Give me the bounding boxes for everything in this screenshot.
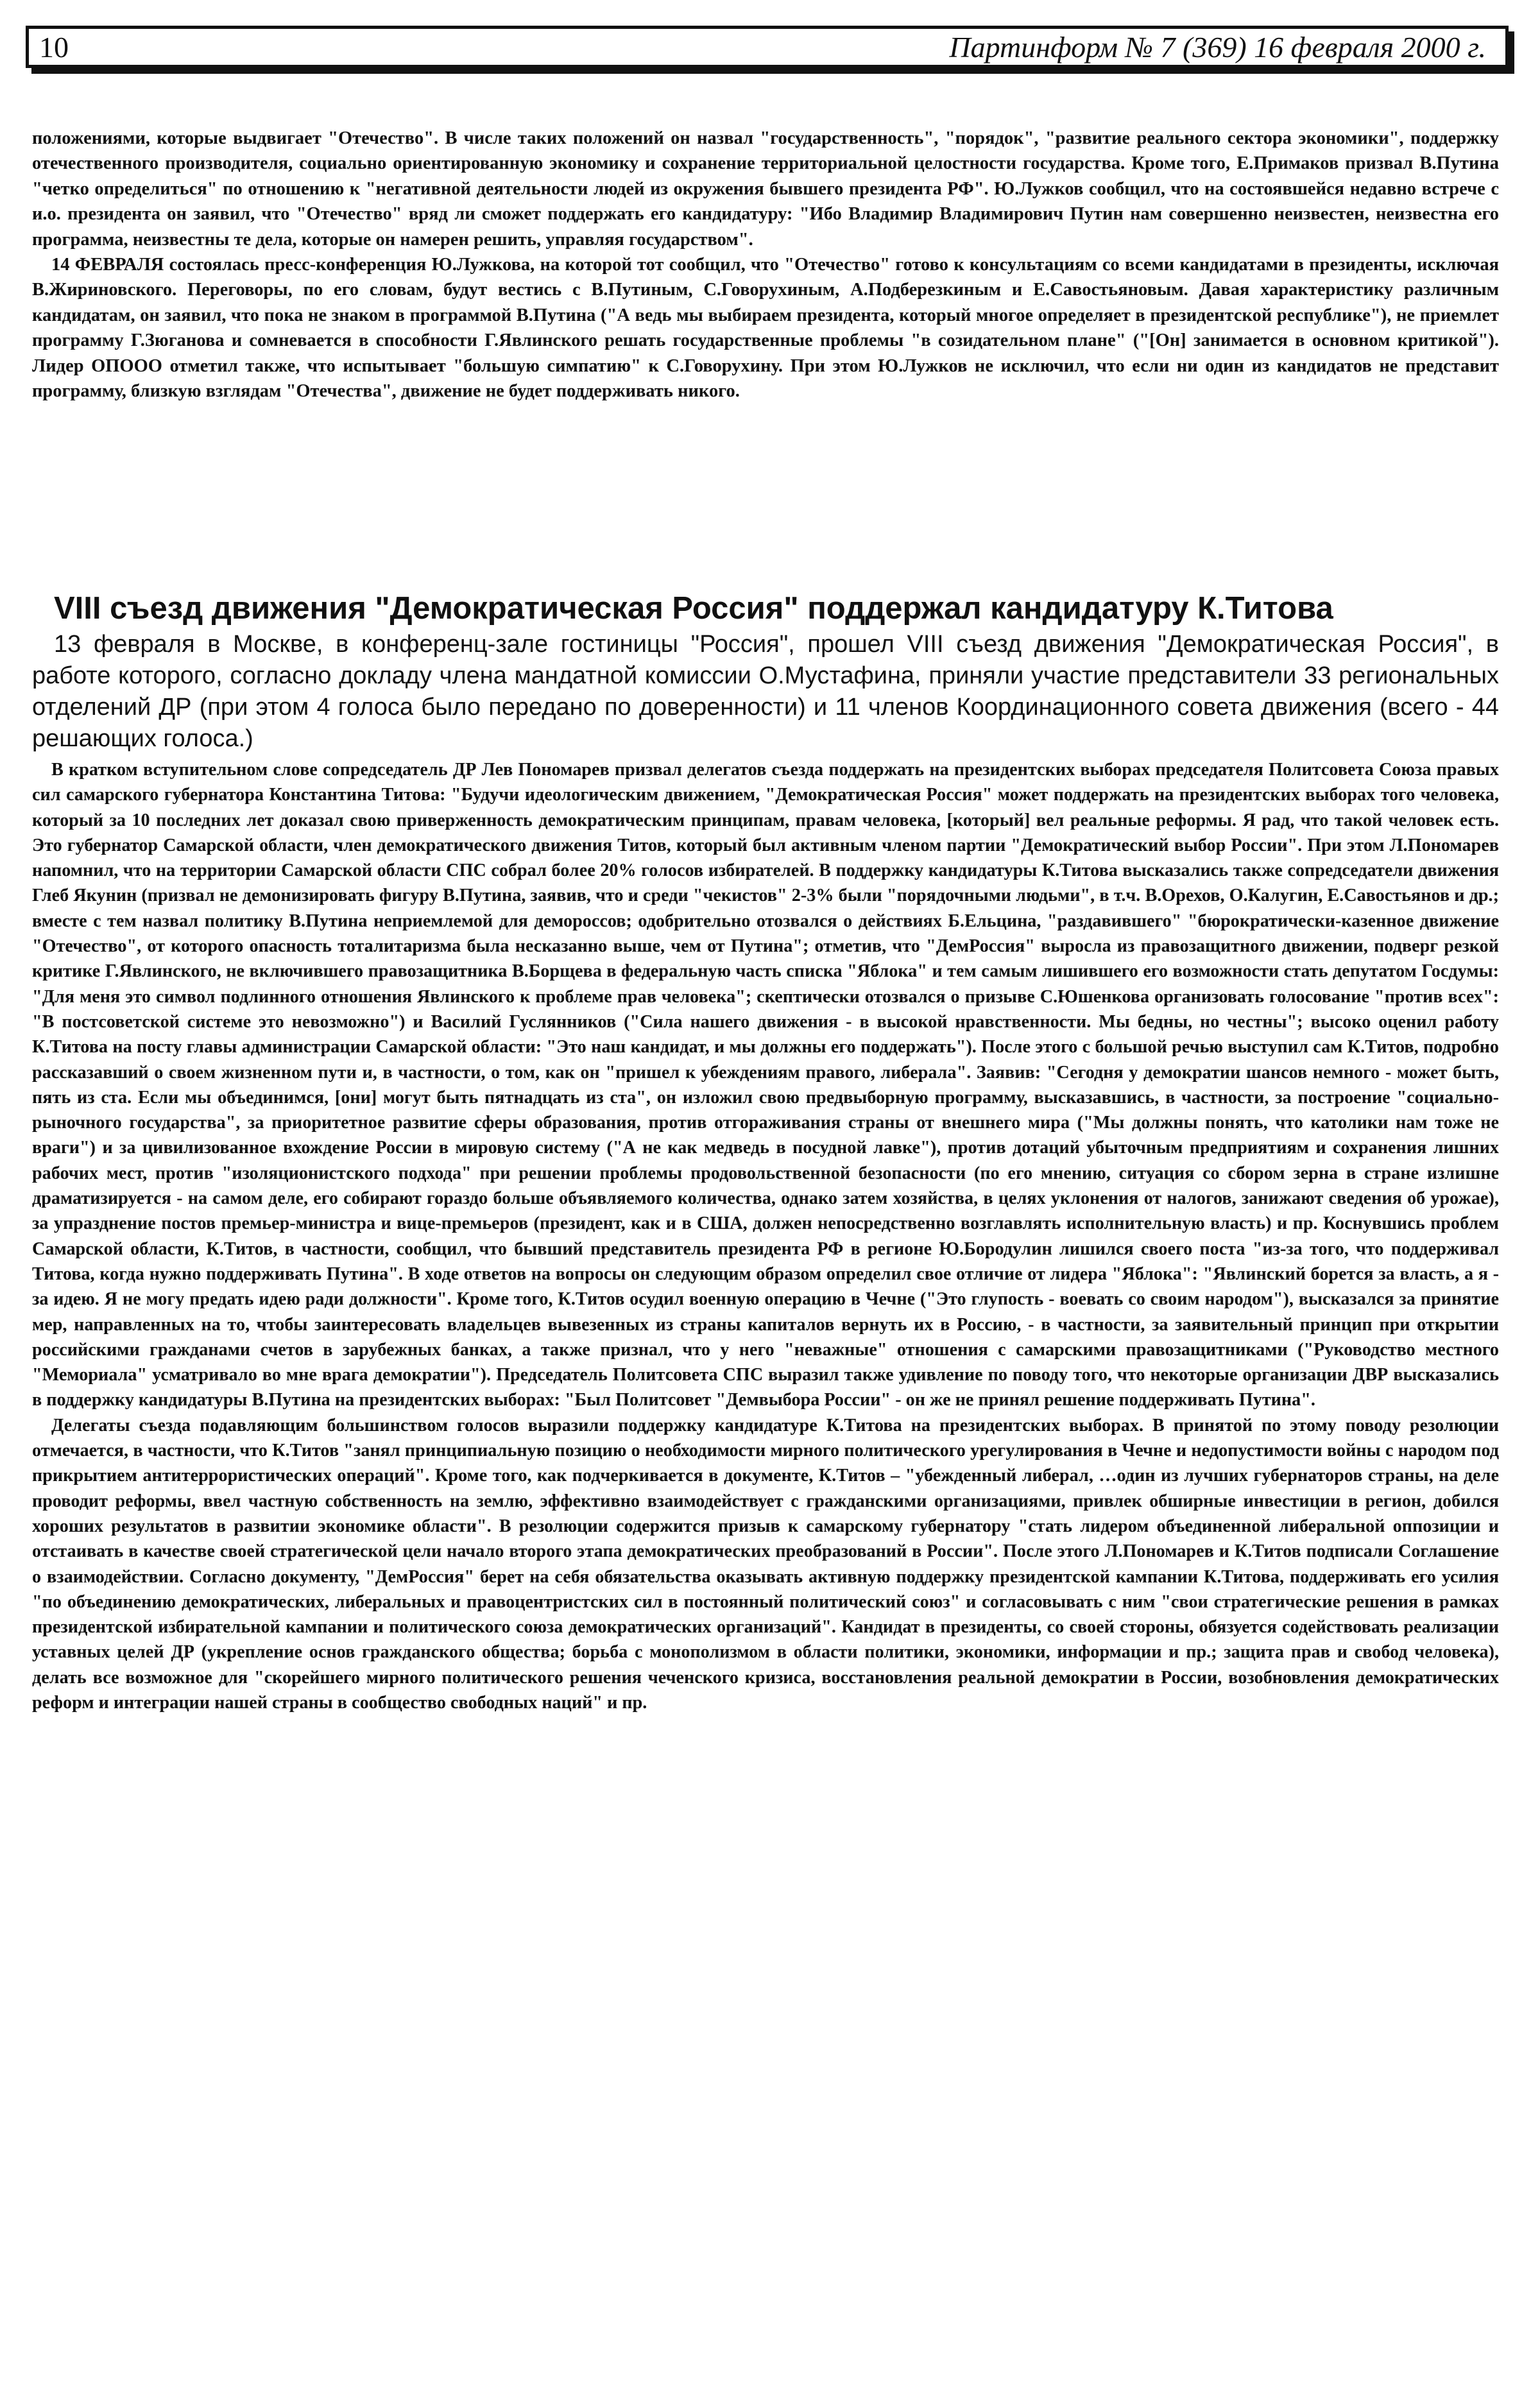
article-title: VIII съезд движения "Демократическая Россия" поддержал кандидатуру К.Титова — [54, 591, 1333, 626]
paragraph: положениями, которые выдвигает "Отечество". В числе таких положений он назвал "государственность", "порядок", "развитие реального сектора экономики", поддержку отечественного производителя, социально ориентированную экономику и сохранение территориальной целостности государства. Кроме того, Е.Примаков призвал В.Путина "четко определиться" по отношению к "негативной деятельности людей из окружения бывшего президента РФ". Ю.Лужков сообщил, что на состоявшейся недавно встрече с и.о. президента он заявил, что "Отечество" вряд ли сможет поддержать его кандидатуру: "Ибо Владимир Владимирович Путин нам совершенно неизвестен, неизвестна его программа, неизвестны те дела, которые он намерен решить, управляя государством". — [32, 128, 1499, 250]
previous-article-continuation — [32, 126, 1499, 404]
page-header — [26, 26, 1509, 68]
lead-paragraph: 13 февраля в Москве, в конференц-зале гостиницы "Россия", прошел VIII съезд движения "Демократическая Россия", в работе которого, согласно докладу члена мандатной комиссии О.Мустафина, приняли участие представители 33 региональных отделений ДР (при этом 4 голоса было передано по доверенности) и 11 членов Координационного совета движения (всего - 44 решающих голоса.) — [32, 631, 1499, 752]
paragraph: В кратком вступительном слове сопредседатель ДР Лев Пономарев призвал делегатов съезда поддержать на президентских выборах председателя Политсовета Союза правых сил самарского губернатора Константина Титова: "Будучи идеологическим движением, "Демократическая Россия" может поддержать на президентских выборах того человека, который за 10 последних лет доказал свою приверженность демократическим принципам, правам человека, [который] вел реальные реформы. Я рад, что такой человек есть. Это губернатор Самарской области, член демократического движения Титов, который был активным членом партии "Демократический выбор России". При этом Л.Пономарев напомнил, что на территории Самарской области СПС собрал более 20% голосов избирателей. В поддержку кандидатуры К.Титова высказались также сопредседатели движения Глеб Якунин (призвал не демонизировать фигуру В.Путина, заявив, что и среди "чекистов" 2-3% были "порядочными людьми", в т.ч. В.Орехов, О.Калугин, Е.Савостьянов и др.; вместе с тем назвал политику В.Путина неприемлемой для демороссов; одобрительно отозвался о действиях Б.Ельцина, "раздавившего" "бюрократически-казенное движение "Отечество", от которого опасность тоталитаризма была несказанно выше, чем от Путина"; отметив, что "ДемРоссия" выросла из правозащитного движении, подверг резкой критике Г.Явлинского, не включившего правозащитника В.Борщева в федеральную часть списка "Яблока" и тем самым лишившего его возможности стать депутатом Госдумы: "Для меня это символ подлинного отношения Явлинского к проблеме прав человека"; скептически отозвался о призыве С.Юшенкова организовать голосование "против всех": "В постсоветской системе это невозможно") и Василий Гуслянников ("Сила нашего движения - в высокой нравственности. Мы бедны, но честны"; высоко оценил работу К.Титова на посту главы администрации Самарской области: "Это наш кандидат, и мы должны его поддержать"). После этого с большой речью выступил сам К.Титов, подробно рассказавший о своем жизненном пути и, в частности, о том, как он "пришел к убеждениям правого, либерала". Заявив: "Сегодня у демократии шансов немного - может быть, пять из ста. Если мы объединимся, [они] могут быть пятнадцать из ста", он изложил свою предвыборную программу, высказавшись, в частности, за построение "социально-рыночного государства", за приоритетное развитие сферы образования, против отгораживания страны от внешнего мира ("Мы должны понять, что католики нам тоже не враги") и за цивилизованное вхождение России в мировую систему ("А не как медведь в посудной лавке"), против дотаций убыточным предприятиям и сохранения лишних рабочих мест, против "изоляционистского подхода" при решении проблемы продовольственной безопасности (по его мнению, ситуация со сбором зерна в стране излишне драматизируется - на самом деле, его собирают гораздо больше объявляемого количества, однако затем хозяйства, в целях уклонения от налогов, занижают сведения об урожае), за упразднение постов премьер-министра и вице-премьеров (президент, как и в США, должен непосредственно возглавлять исполнительную власть) и пр. Коснувшись проблем Самарской области, К.Титов, в частности, сообщил, что бывший представитель президента РФ в регионе Ю.Бородулин лишился своего поста "из-за того, что поддерживал Титова, когда нужно поддерживать Путина". В ходе ответов на вопросы он следующим образом определил свое отличие от лидера "Яблока": "Явлинский борется за власть, а я - за идею. Я не могу предать идею ради должности". Кроме того, К.Титов осудил военную операцию в Чечне ("Это глупость - воевать со своим народом"), высказался за принятие мер, направленных на то, чтобы заинтересовать владельцев вывезенных из страны капиталов вернуть их в Россию, - в частности, за заявительный принцип при открытии российскими гражданами счетов в зарубежных банках, а также признал, что у него "неважные" отношения с самарскими правозащитниками ("Руководство местного "Мемориала" усматривало во мне врага демократии"). Председатель Политсовета СПС выразил также удивление по поводу того, что некоторые организации ДВР высказались в поддержку кандидатуры В.Путина на президентских выборах: "Был Политсовет "Демвыбора России" - он же не принял решение поддерживать Путина". — [32, 760, 1499, 1410]
article-lead — [32, 629, 1499, 755]
paragraph: 14 ФЕВРАЛЯ состоялась пресс-конференция Ю.Лужкова, на которой тот сообщил, что "Отечество" готово к консультациям со всеми кандидатами в президенты, исключая В.Жириновского. Переговоры, по его словам, будут вестись с В.Путиным, С.Говорухиным, А.Подберезкиным и Е.Савостьяновым. Давая характеристику различным кандидатам, он заявил, что пока не знаком в программой В.Путина ("А ведь мы выбираем президента, который многое определяет в президентской республике"), не приемлет программу Г.Зюганова и сомневается в способности Г.Явлинского решать государственные проблемы "в созидательном плане" ("[Он] занимается в основном критикой"). Лидер ОПООО отметил также, что испытывает "большую симпатию" к С.Говорухину. При этом Ю.Лужков не исключил, что если ни один из кандидатов не представит программу, близкую взглядам "Отечества", движение не будет поддерживать никого. — [32, 255, 1499, 402]
article-body — [32, 757, 1499, 1715]
paragraph: Делегаты съезда подавляющим большинством голосов выразили поддержку кандидатуре К.Титова на президентских выборах. В принятой по этому поводу резолюции отмечается, в частности, что К.Титов "занял принципиальную позицию о необходимости мирного политического урегулирования в Чечне и недопустимости войны с народом под прикрытием антитеррористических операций". Кроме того, как подчеркивается в документе, К.Титов – "убежденный либерал, …один из лучших губернаторов страны, на деле проводит реформы, ввел частную собственность на землю, эффективно взаимодействует с гражданскими организациями, привлек обширные инвестиции в регион, добился хороших результатов в развитии экономике области". В резолюции содержится призыв к самарскому губернатору "стать лидером объединенной либеральной оппозиции и отстаивать в качестве своей стратегической цели начало второго этапа демократических преобразований в России". После этого Л.Пономарев и К.Титов подписали Соглашение о взаимодействии. Согласно документу, "ДемРоссия" берет на себя обязательства оказывать активную поддержку президентской кампании К.Титова, поддерживать его усилия "по объединению демократических, либеральных и правоцентристских сил в постоянный политический союз" и согласовывать с ним "свои стратегические решения в рамках президентской избирательной кампании и политического союза демократических организаций". Кандидат в президенты, со своей стороны, обязуется содействовать реализации уставных целей ДР (укрепление основ гражданского общества; борьба с монополизмом в области политики, экономики, информации и пр.; защита прав и свобод человека), делать все возможное для "скорейшего мирного политического решения чеченского кризиса, восстановления реальной демократии в России, возобновления демократических реформ и интеграции нашей страны в сообщество свободных наций" и пр. — [32, 1415, 1499, 1713]
publication-title: Партинформ № 7 (369) 16 февраля 2000 г. — [949, 30, 1486, 64]
page-number: 10 — [39, 30, 69, 64]
